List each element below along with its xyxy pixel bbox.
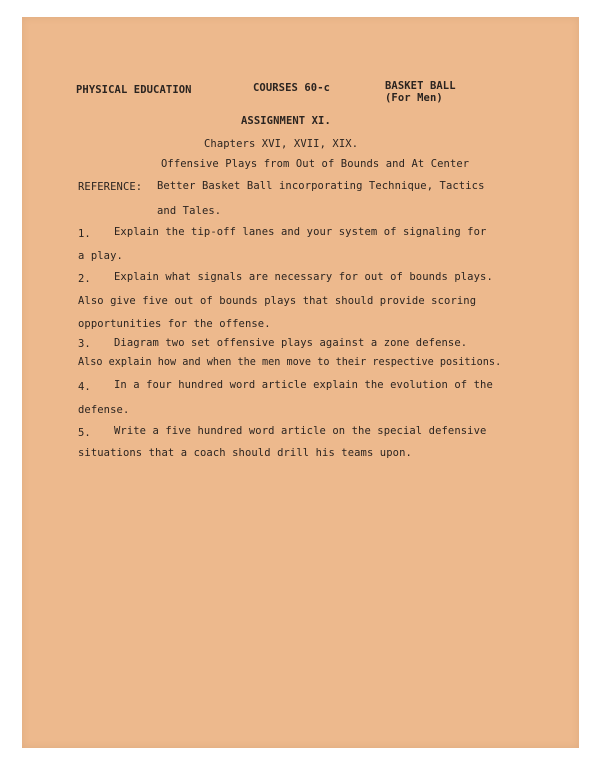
question-text: Diagram two set offensive plays against a zone defense. — [114, 337, 468, 349]
question-number: 5. — [78, 427, 91, 439]
question-text: Explain the tip-off lanes and your system of signaling for — [114, 226, 487, 238]
reference-line-2: and Tales. — [157, 205, 222, 217]
question-text: Explain what signals are necessary for out of bounds plays. — [114, 271, 493, 283]
sport-heading: BASKET BALL — [385, 80, 456, 92]
assignment-title: ASSIGNMENT XI. — [241, 115, 331, 127]
reference-line-1: Better Basket Ball incorporating Technique, Tactics — [157, 180, 485, 192]
sport-note: (For Men) — [385, 92, 443, 104]
question-text: In a four hundred word article explain the evolution of the — [114, 379, 493, 391]
question-text: Write a five hundred word article on the special defensive — [114, 425, 487, 437]
course-heading: COURSES 60-c — [253, 82, 331, 94]
question-number: 2. — [78, 273, 91, 285]
topic-line: Offensive Plays from Out of Bounds and At Center — [161, 158, 470, 170]
department-heading: PHYSICAL EDUCATION — [76, 84, 192, 96]
question-number: 1. — [78, 228, 91, 240]
question-number: 3. — [78, 338, 91, 350]
question-text: Also give five out of bounds plays that should provide scoring — [78, 295, 477, 307]
question-text: Also explain how and when the men move to their respective positions. — [78, 357, 502, 368]
question-text: defense. — [78, 404, 130, 416]
question-text: situations that a coach should drill his teams upon. — [78, 447, 412, 459]
question-text: a play. — [78, 250, 123, 262]
reference-label: REFERENCE: — [78, 181, 143, 193]
chapters-line: Chapters XVI, XVII, XIX. — [204, 138, 359, 150]
question-text: opportunities for the offense. — [78, 318, 271, 330]
question-number: 4. — [78, 381, 91, 393]
